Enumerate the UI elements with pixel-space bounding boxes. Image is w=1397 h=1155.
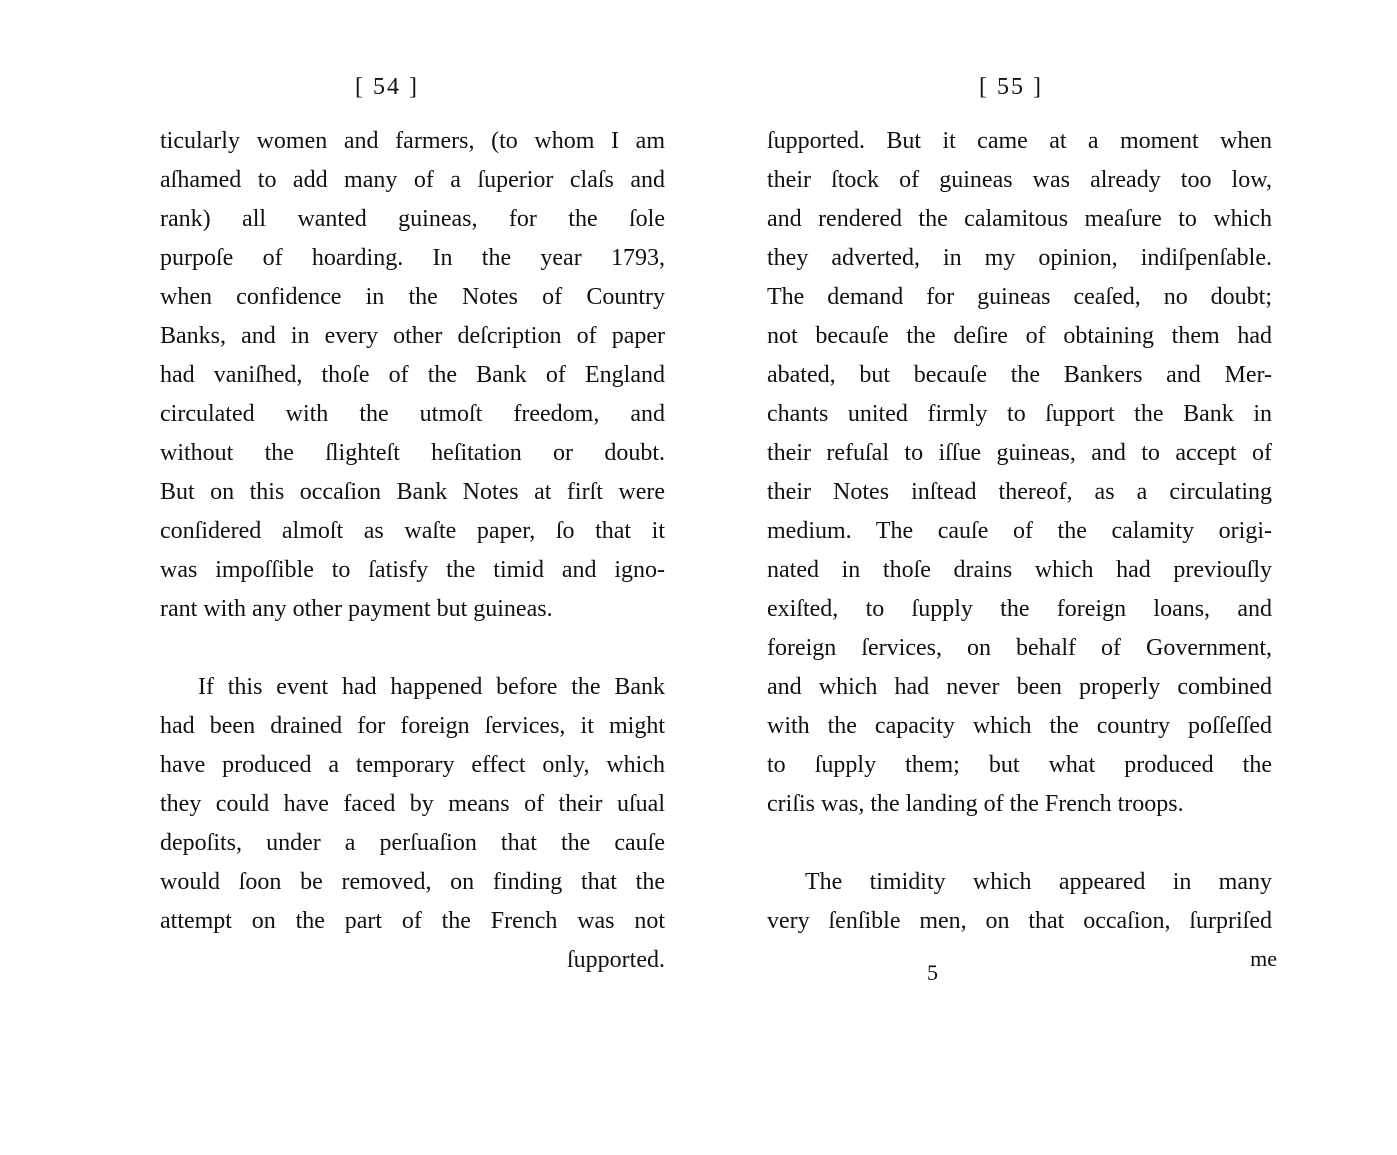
text-line: and which had never been properly combined <box>767 674 1272 700</box>
text-line: exiſted, to ſupply the foreign loans, and <box>767 596 1272 622</box>
text-line: ticularly women and farmers, (to whom I am <box>160 128 665 154</box>
text-line: criſis was, the landing of the French troops. <box>767 791 1184 817</box>
text-line: The demand for guineas ceaſed, no doubt; <box>767 284 1272 310</box>
text-line: abated, but becauſe the Bankers and Mer- <box>767 362 1272 388</box>
page-text <box>160 122 665 980</box>
page-number: [ 54 ] <box>355 74 419 100</box>
text-line: If this event had happened before the Bank <box>198 674 665 700</box>
text-line: ſupported. But it came at a moment when <box>767 128 1272 154</box>
text-line: circulated with the utmoſt freedom, and <box>160 401 665 427</box>
text-line: chants united firmly to ſupport the Bank in <box>767 401 1272 427</box>
text-line: their Notes inſtead thereof, as a circulating <box>767 479 1272 505</box>
text-line: depoſits, under a perſuaſion that the cauſe <box>160 830 665 856</box>
text-line: without the ſlighteſt heſitation or doubt. <box>160 440 665 466</box>
signature-mark: 5 <box>927 960 938 985</box>
text-line: and rendered the calamitous meaſure to which <box>767 206 1272 232</box>
text-line: their refuſal to iſſue guineas, and to accept of <box>767 440 1272 466</box>
text-line: to ſupply them; but what produced the <box>767 752 1272 778</box>
text-line: had vaniſhed, thoſe of the Bank of England <box>160 362 665 388</box>
text-line: have produced a temporary effect only, which <box>160 752 665 778</box>
text-line: they could have faced by means of their uſual <box>160 791 665 817</box>
text-line: medium. The cauſe of the calamity origi- <box>767 518 1272 544</box>
page-text <box>767 122 1272 941</box>
text-line: Banks, and in every other deſcription of paper <box>160 323 665 349</box>
text-line: they adverted, in my opinion, indiſpenſable. <box>767 245 1272 271</box>
text-line: rant with any other payment but guineas. <box>160 596 553 622</box>
text-line: conſidered almoſt as waſte paper, ſo that it <box>160 518 665 544</box>
text-line: aſhamed to add many of a ſuperior claſs and <box>160 167 665 193</box>
text-line: when confidence in the Notes of Country <box>160 284 665 310</box>
text-line: attempt on the part of the French was not <box>160 908 665 934</box>
catchword: ſupported. <box>567 947 665 973</box>
page-number: [ 55 ] <box>979 74 1043 100</box>
catchword: me <box>1250 946 1277 971</box>
text-line: nated in thoſe drains which had previouſly <box>767 557 1272 583</box>
text-line: had been drained for foreign ſervices, it might <box>160 713 665 739</box>
text-line: not becauſe the deſire of obtaining them had <box>767 323 1272 349</box>
text-line: would ſoon be removed, on finding that the <box>160 869 665 895</box>
text-line: with the capacity which the country poſſeſſed <box>767 713 1272 739</box>
text-line: very ſenſible men, on that occaſion, ſurpriſed <box>767 908 1272 934</box>
text-line: foreign ſervices, on behalf of Government, <box>767 635 1272 661</box>
text-line: But on this occaſion Bank Notes at firſt were <box>160 479 665 505</box>
text-line: their ſtock of guineas was already too low, <box>767 167 1272 193</box>
text-line: was impoſſible to ſatisfy the timid and igno- <box>160 557 665 583</box>
text-line: purpoſe of hoarding. In the year 1793, <box>160 245 665 271</box>
text-line: rank) all wanted guineas, for the ſole <box>160 206 665 232</box>
text-line: The timidity which appeared in many <box>805 869 1272 895</box>
